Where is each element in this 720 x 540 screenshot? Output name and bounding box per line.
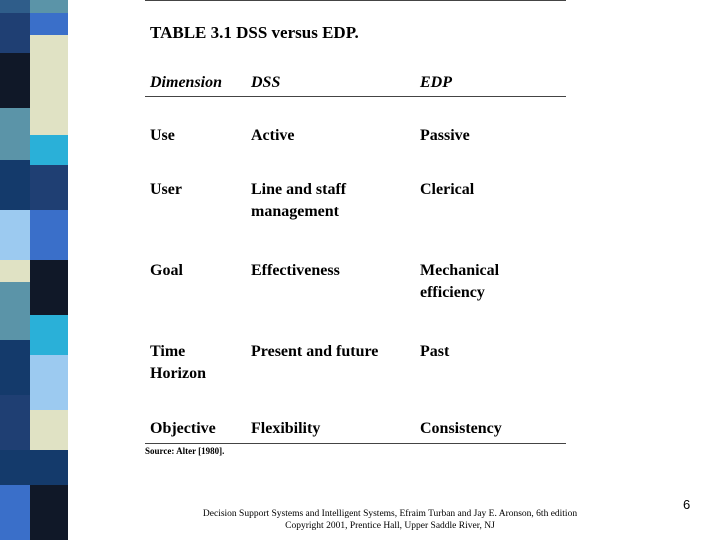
row-time-horizon-dimension: Time Horizon [150, 343, 206, 382]
table-title: TABLE 3.1 DSS versus EDP. [150, 23, 359, 42]
row-time-horizon-dss: Present and future [251, 343, 379, 360]
strip-block [0, 53, 30, 108]
strip-block [0, 450, 68, 485]
strip-block [0, 260, 30, 282]
strip-block [30, 315, 68, 355]
strip-block [0, 485, 30, 540]
strip-block [30, 355, 68, 410]
strip-block [30, 35, 68, 90]
decorative-block-strip [0, 0, 68, 540]
header-dimension: Dimension [150, 74, 223, 91]
row-objective-edp: Consistency [420, 420, 502, 437]
row-user-dss: Line and staff management [251, 181, 347, 220]
strip-block [30, 210, 68, 260]
strip-block [0, 210, 30, 260]
row-goal-dimension: Goal [150, 262, 183, 279]
strip-block [30, 90, 68, 135]
footer-citation [170, 508, 610, 532]
row-objective-dss: Flexibility [251, 420, 321, 437]
row-use-edp: Passive [420, 127, 470, 144]
strip-block [30, 410, 68, 450]
strip-block [0, 395, 30, 450]
row-use-dimension: Use [150, 127, 175, 144]
bottom-rule [145, 443, 566, 444]
strip-block [30, 0, 68, 13]
footer-line-1: Decision Support Systems and Intelligent Systems, Efraim Turban and Jay E. Aronson, 6th edition [202, 509, 578, 519]
footer-line-2: Copyright 2001, Prentice Hall, Upper Saddle River, NJ [285, 521, 495, 531]
source-note: Source: Alter [1980]. [145, 446, 225, 456]
row-goal-dss: Effectiveness [251, 262, 340, 279]
strip-block [0, 340, 30, 395]
page-number: 6 [683, 497, 691, 512]
row-user-dimension: User [150, 181, 182, 198]
header-rule [145, 96, 566, 97]
strip-block [30, 485, 68, 540]
strip-block [30, 135, 68, 165]
row-user-edp: Clerical [420, 181, 475, 198]
strip-block [0, 108, 30, 160]
strip-block [0, 160, 30, 210]
strip-block [0, 0, 30, 13]
strip-block [0, 282, 30, 340]
row-time-horizon-edp: Past [420, 343, 450, 360]
strip-block [30, 13, 68, 35]
header-dss: DSS [251, 74, 281, 91]
header-edp: EDP [420, 74, 452, 91]
strip-block [0, 13, 30, 53]
row-goal-edp: Mechanical efficiency [420, 262, 500, 301]
strip-block [30, 260, 68, 315]
row-use-dss: Active [251, 127, 295, 144]
row-objective-dimension: Objective [150, 420, 216, 437]
top-rule [145, 0, 566, 1]
strip-block [30, 165, 68, 210]
